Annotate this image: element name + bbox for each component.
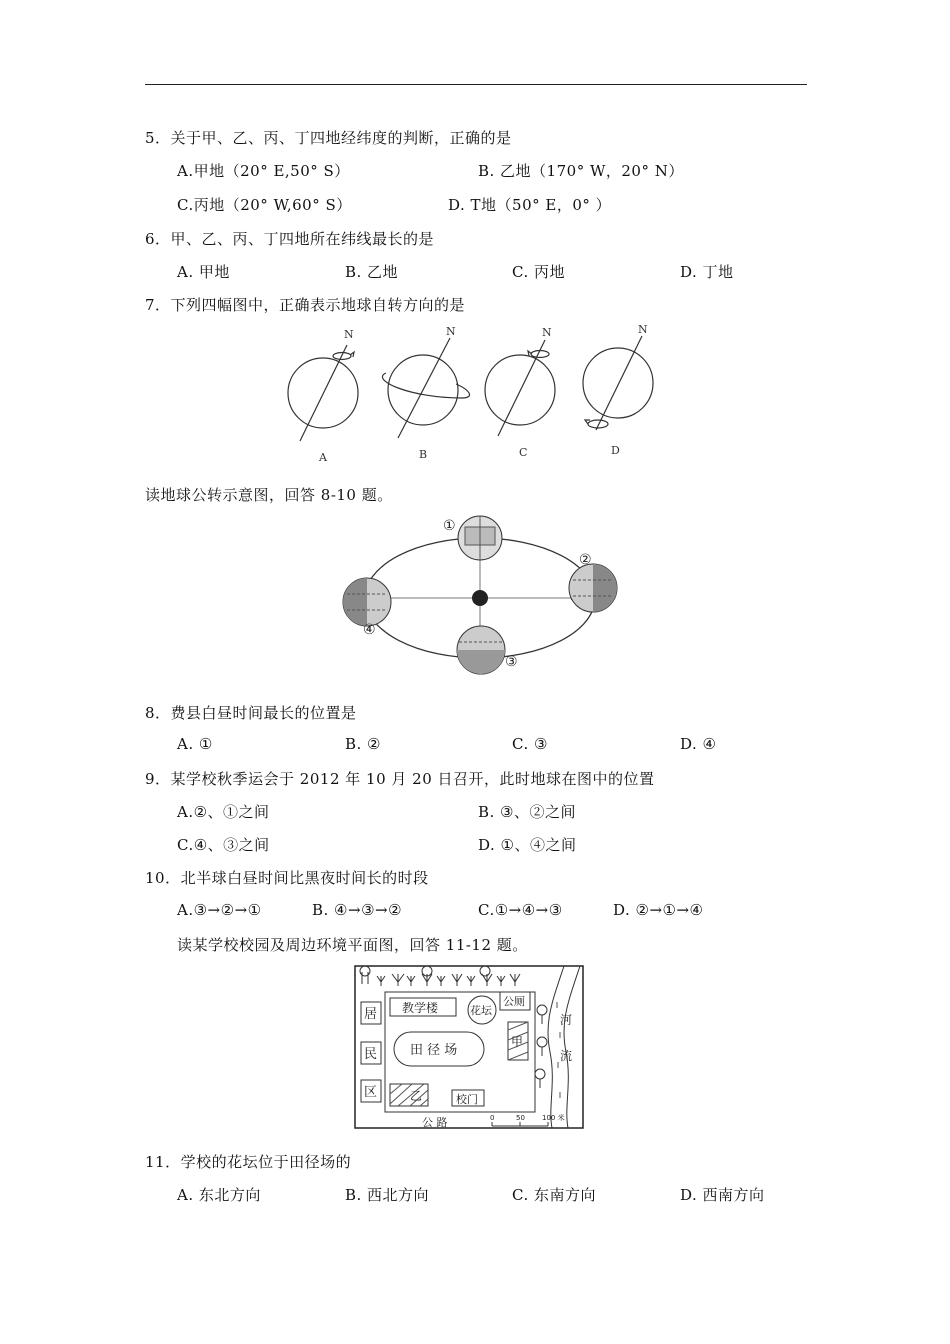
- intro-11-12: 读某学校校园及周边环境平面图，回答 11-12 题。: [177, 936, 528, 954]
- rotation-n-label: N: [638, 323, 648, 336]
- intro-8-10: 读地球公转示意图，回答 8-10 题。: [145, 486, 393, 504]
- orbit-label-2: ②: [579, 552, 592, 568]
- q8-option-c[interactable]: C. ③: [512, 735, 548, 753]
- road-label: 公 路: [422, 1116, 448, 1129]
- q11-option-a[interactable]: A. 东北方向: [177, 1186, 261, 1204]
- track-field-label: 田 径 场: [410, 1043, 458, 1058]
- teaching-building-label: 教学楼: [402, 1001, 439, 1015]
- rotation-n-label: N: [542, 326, 552, 339]
- q10-option-b[interactable]: B. ④→③→②: [312, 901, 403, 919]
- orbit-label-3: ③: [505, 654, 518, 670]
- q11-stem: 11．学校的花坛位于田径场的: [145, 1153, 352, 1171]
- rotation-label-d: D: [611, 444, 620, 457]
- earth-position-4: [343, 578, 391, 626]
- building-yi-label: 乙: [410, 1089, 423, 1103]
- earth-position-3: [457, 626, 505, 674]
- orbit-figure: [335, 510, 630, 685]
- q10-stem: 10．北半球白昼时间比黑夜时间长的时段: [145, 869, 429, 887]
- resident-char: 区: [364, 1085, 378, 1100]
- rotation-globe-c: [485, 340, 555, 436]
- q9-option-a[interactable]: A.②、①之间: [177, 803, 270, 821]
- q10-option-d[interactable]: D. ②→①→④: [613, 901, 704, 919]
- orbit-label-1: ①: [443, 518, 456, 534]
- resident-char: 民: [364, 1047, 378, 1062]
- q11-option-d[interactable]: D. 西南方向: [680, 1186, 765, 1204]
- q8-option-d[interactable]: D. ④: [680, 735, 717, 753]
- rotation-globe-d: [583, 336, 653, 430]
- q8-option-b[interactable]: B. ②: [345, 735, 382, 753]
- rotation-globe-a: [288, 345, 358, 441]
- q8-option-a[interactable]: A. ①: [177, 735, 213, 753]
- q7-stem: 7．下列四幅图中，正确表示地球自转方向的是: [145, 296, 466, 314]
- campus-map: [352, 962, 588, 1134]
- gate-label: 校门: [456, 1093, 478, 1106]
- rotation-label-c: C: [519, 446, 528, 459]
- q6-option-c[interactable]: C. 丙地: [512, 263, 565, 281]
- rotation-n-label: N: [446, 325, 456, 338]
- sun-icon: [472, 590, 488, 606]
- q11-option-c[interactable]: C. 东南方向: [512, 1186, 596, 1204]
- q9-option-c[interactable]: C.④、③之间: [177, 836, 270, 854]
- q9-stem: 9．某学校秋季运会于 2012 年 10 月 20 日召开，此时地球在图中的位置: [145, 770, 655, 788]
- river-char: 河: [560, 1013, 573, 1027]
- toilet-label: 公厕: [503, 995, 525, 1008]
- rotation-label-a: A: [319, 451, 327, 464]
- earth-position-1: [458, 516, 502, 560]
- q6-stem: 6．甲、乙、丙、丁四地所在纬线最长的是: [145, 230, 435, 248]
- q6-option-d[interactable]: D. 丁地: [680, 263, 734, 281]
- q5-option-c[interactable]: C.丙地（20° W,60° S）: [177, 196, 352, 214]
- earth-position-2: [569, 564, 617, 612]
- rotation-globe-b: [382, 338, 469, 438]
- q6-option-a[interactable]: A. 甲地: [177, 263, 230, 281]
- q9-option-d[interactable]: D. ①、④之间: [478, 836, 577, 854]
- rotation-label-b: B: [419, 448, 428, 461]
- q5-option-b[interactable]: B. 乙地（170° W，20° N）: [478, 162, 684, 180]
- scale-0: 0: [490, 1114, 495, 1122]
- q8-stem: 8．费县白昼时间最长的位置是: [145, 704, 357, 722]
- rotation-n-label: N: [344, 328, 354, 341]
- q5-option-d[interactable]: D. T地（50° E，0° ）: [448, 196, 612, 214]
- orbit-label-4: ④: [363, 622, 376, 638]
- resident-char: 居: [364, 1007, 378, 1022]
- header-rule: [145, 84, 807, 85]
- q5-stem: 5．关于甲、乙、丙、丁四地经纬度的判断，正确的是: [145, 129, 512, 147]
- building-jia-label: 甲: [511, 1035, 524, 1049]
- q6-option-b[interactable]: B. 乙地: [345, 263, 399, 281]
- scale-100: 100 米: [542, 1114, 565, 1122]
- q5-option-a[interactable]: A.甲地（20° E,50° S）: [177, 162, 350, 180]
- rotation-figure: [280, 318, 670, 468]
- q11-option-b[interactable]: B. 西北方向: [345, 1186, 430, 1204]
- q10-option-a[interactable]: A.③→②→①: [177, 901, 262, 919]
- q10-option-c[interactable]: C.①→④→③: [478, 901, 563, 919]
- scale-50: 50: [516, 1114, 525, 1122]
- river-char: 流: [560, 1049, 573, 1063]
- q9-option-b[interactable]: B. ③、②之间: [478, 803, 577, 821]
- flower-bed-label: 花坛: [470, 1004, 492, 1017]
